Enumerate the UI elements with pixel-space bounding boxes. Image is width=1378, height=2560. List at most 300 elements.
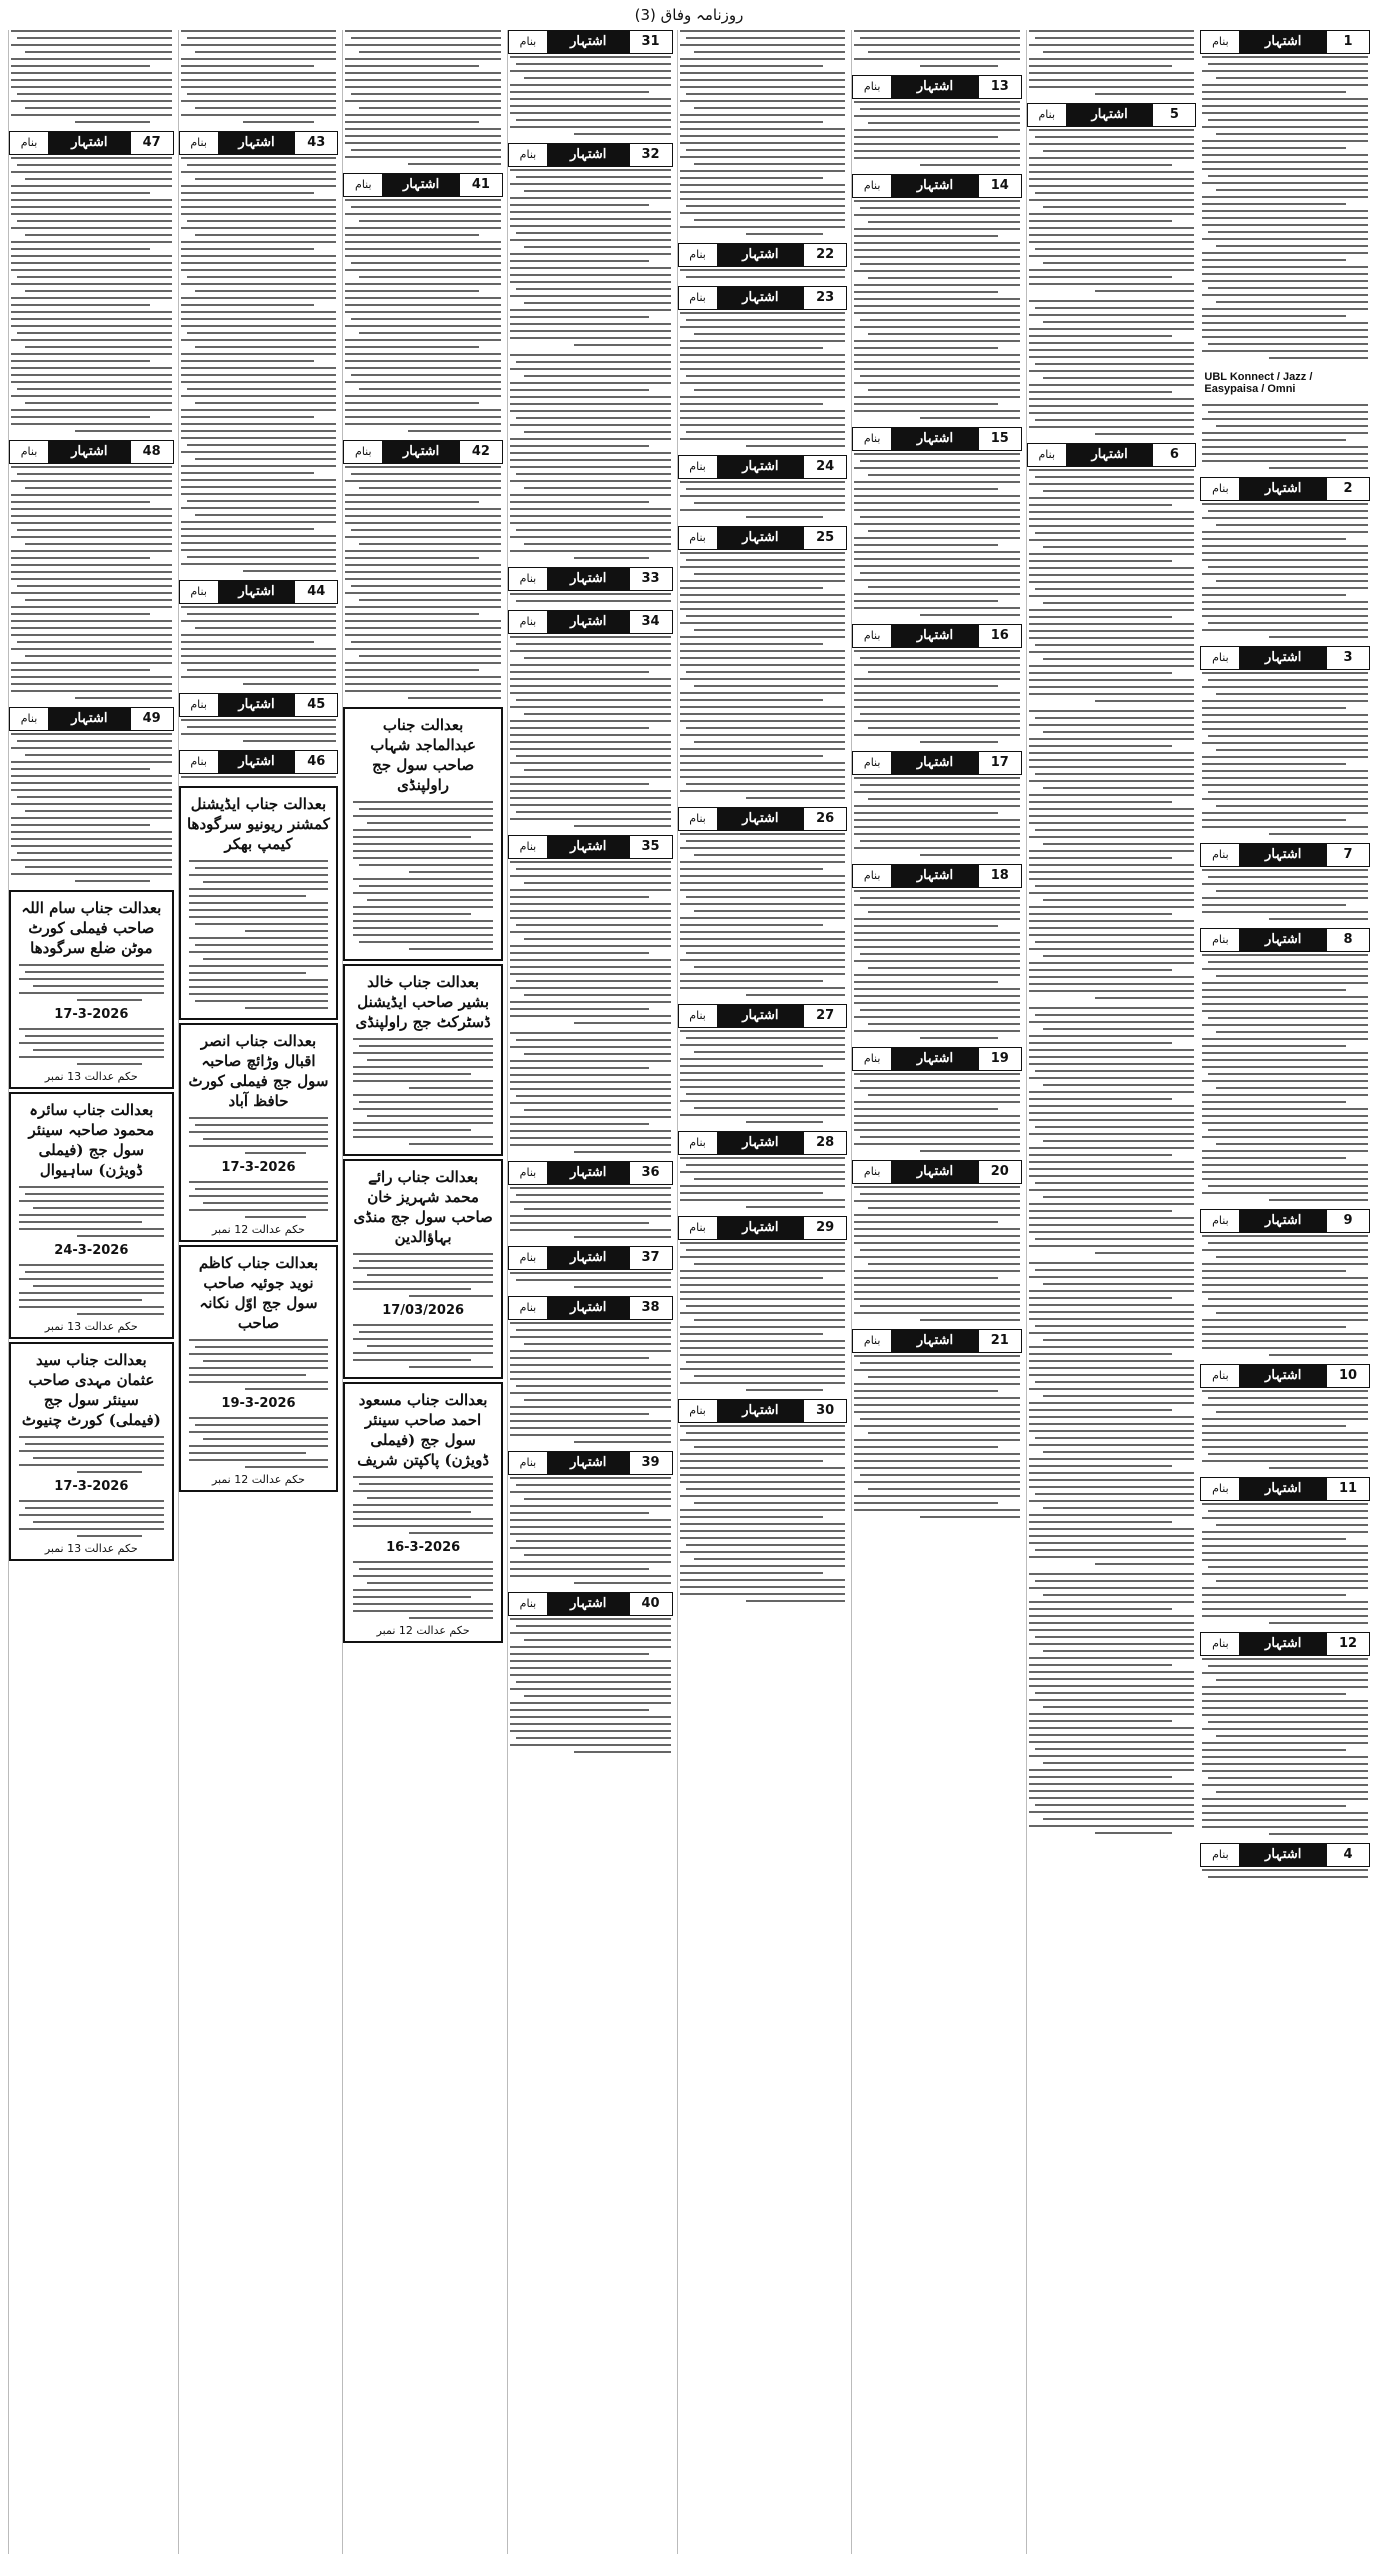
ad-header <box>852 1160 1022 1184</box>
article-text <box>1027 1573 1197 1839</box>
text-line <box>359 1260 493 1262</box>
text-line <box>1202 98 1368 100</box>
text-line <box>1202 784 1368 786</box>
text-line <box>11 859 172 861</box>
page-column <box>507 30 673 2554</box>
text-line <box>189 1459 329 1461</box>
ad-label: اشتہار <box>548 1247 629 1269</box>
ad-header <box>1200 928 1370 952</box>
text-line <box>694 163 846 165</box>
text-line <box>181 325 337 327</box>
text-line <box>1095 700 1194 702</box>
text-line <box>1029 710 1195 712</box>
text-line <box>1043 1395 1195 1397</box>
text-line <box>345 325 501 327</box>
text-line <box>181 318 337 320</box>
text-line <box>11 262 172 264</box>
text-line <box>510 1477 671 1479</box>
text-line <box>77 1313 164 1315</box>
text-line <box>1216 1312 1368 1314</box>
text-line <box>409 871 493 873</box>
text-line <box>1029 335 1173 337</box>
text-line <box>345 199 501 201</box>
text-line <box>694 1446 846 1448</box>
text-line <box>243 740 336 742</box>
text-line <box>1029 1755 1195 1757</box>
text-line <box>1202 1587 1368 1589</box>
ad-header <box>678 1004 848 1028</box>
text-line <box>1029 283 1195 285</box>
text-line <box>680 1467 846 1469</box>
ad-block <box>852 864 1022 1044</box>
text-line <box>854 1101 1020 1103</box>
text-line <box>854 791 1020 793</box>
text-line <box>345 501 479 503</box>
ad-number: 21 <box>978 1330 1021 1352</box>
text-line <box>680 361 846 363</box>
text-line <box>1043 731 1195 733</box>
text-line <box>1029 405 1195 407</box>
text-line <box>860 1474 1020 1476</box>
text-line <box>1029 1147 1195 1149</box>
text-line <box>11 466 172 468</box>
text-line <box>680 269 846 271</box>
text-line <box>1029 1776 1173 1778</box>
text-line <box>11 367 172 369</box>
text-line <box>510 1667 671 1669</box>
text-line <box>351 318 501 320</box>
text-lines <box>17 1028 166 1065</box>
text-line <box>854 382 1020 384</box>
text-line <box>1029 1276 1195 1278</box>
text-line <box>11 690 172 692</box>
text-line <box>920 854 1019 856</box>
text-line <box>686 1093 846 1095</box>
text-line <box>367 1345 493 1347</box>
text-line <box>510 1081 671 1083</box>
text-line <box>854 1460 1020 1462</box>
text-line <box>1202 1672 1368 1674</box>
text-line <box>680 1453 846 1455</box>
text-line <box>510 274 671 276</box>
text-lines <box>852 101 1022 166</box>
ad-header <box>1200 1364 1370 1388</box>
text-line <box>510 494 671 496</box>
ad-block <box>852 751 1022 861</box>
text-line <box>195 402 337 404</box>
text-line <box>854 1453 1020 1455</box>
court-notice-title: بعدالت جناب انصر اقبال وڑائچ صاحبہ سول جج فیملی کورٹ حافظ آباد <box>188 1032 329 1110</box>
text-line <box>510 337 671 339</box>
text-line <box>860 897 1020 899</box>
text-line <box>746 1389 823 1391</box>
text-line <box>516 288 671 290</box>
text-line <box>1202 280 1368 282</box>
text-line <box>1202 1270 1346 1272</box>
text-line <box>694 685 846 687</box>
text-line <box>1202 517 1368 519</box>
ad-header <box>678 807 848 831</box>
text-line <box>516 600 671 602</box>
text-line <box>1029 630 1195 632</box>
text-line <box>516 473 671 475</box>
text-line <box>694 1051 846 1053</box>
text-line <box>694 389 846 391</box>
text-line <box>854 347 998 349</box>
text-line <box>1202 446 1368 448</box>
text-line <box>920 741 997 743</box>
ad-number: 13 <box>978 76 1021 98</box>
text-line <box>351 206 501 208</box>
text-line <box>181 367 337 369</box>
ad-number: 46 <box>294 751 337 773</box>
text-line <box>359 332 501 334</box>
text-line <box>1202 1157 1346 1159</box>
text-lines <box>1027 300 1197 435</box>
ad-header <box>852 174 1022 198</box>
text-line <box>408 430 501 432</box>
text-line <box>510 354 671 356</box>
text-line <box>686 840 846 842</box>
text-line <box>1029 44 1195 46</box>
text-lines <box>1027 710 1197 999</box>
text-line <box>510 536 671 538</box>
text-line <box>686 37 846 39</box>
text-line <box>1202 1390 1368 1392</box>
text-line <box>345 480 501 482</box>
text-line <box>359 599 501 601</box>
text-line <box>1029 990 1195 992</box>
ad-block <box>508 30 673 140</box>
text-line <box>510 253 671 255</box>
text-line <box>510 1434 671 1436</box>
text-line <box>680 882 846 884</box>
text-line <box>1202 1538 1346 1540</box>
text-line <box>680 1523 846 1525</box>
text-line <box>245 1007 329 1009</box>
text-lines <box>179 30 339 123</box>
text-line <box>510 1413 649 1415</box>
text-line <box>345 121 479 123</box>
text-line <box>359 543 501 545</box>
text-line <box>345 30 501 32</box>
text-line <box>1029 745 1173 747</box>
text-line <box>11 536 172 538</box>
text-line <box>510 1001 671 1003</box>
text-line <box>11 318 172 320</box>
text-line <box>1043 1762 1195 1764</box>
text-line <box>746 797 845 799</box>
text-line <box>1029 525 1195 527</box>
text-line <box>345 536 501 538</box>
text-line <box>854 558 1020 560</box>
text-lines <box>1027 30 1197 95</box>
text-line <box>353 1080 493 1082</box>
text-line <box>510 973 671 975</box>
text-line <box>1216 975 1368 977</box>
text-lines <box>1200 404 1370 469</box>
text-line <box>11 620 172 622</box>
text-line <box>195 1346 329 1348</box>
text-line <box>1029 738 1195 740</box>
ad-block <box>678 1131 848 1213</box>
text-line <box>1035 1182 1195 1184</box>
text-line <box>345 339 501 341</box>
ad-header <box>508 567 673 591</box>
text-line <box>746 233 823 235</box>
text-line <box>1202 1080 1368 1082</box>
text-line <box>1269 833 1368 835</box>
article-text <box>508 354 673 564</box>
text-line <box>920 1516 1019 1518</box>
text-line <box>1043 899 1195 901</box>
text-line <box>11 206 172 208</box>
text-line <box>680 1157 846 1159</box>
text-line <box>1029 1720 1173 1722</box>
text-line <box>1208 1397 1368 1399</box>
text-line <box>686 1361 846 1363</box>
text-line <box>510 748 671 750</box>
text-line <box>680 438 846 440</box>
text-line <box>510 1088 671 1090</box>
text-line <box>1202 1531 1368 1533</box>
ad-block <box>852 1047 1022 1157</box>
text-line <box>359 1483 493 1485</box>
text-line <box>195 107 337 109</box>
text-line <box>510 1272 671 1274</box>
text-line <box>1202 1404 1368 1406</box>
text-line <box>353 1324 493 1326</box>
ad-number: 15 <box>978 428 1021 450</box>
text-line <box>510 56 671 58</box>
ad-header <box>179 580 339 604</box>
text-line <box>680 396 846 398</box>
text-line <box>524 1695 671 1697</box>
text-line <box>189 1117 329 1119</box>
text-line <box>746 994 845 996</box>
text-line <box>1202 1066 1368 1068</box>
text-lines <box>852 200 1022 419</box>
text-line <box>854 1383 1020 1385</box>
text-line <box>1202 714 1368 716</box>
text-line <box>353 850 493 852</box>
text-line <box>11 381 172 383</box>
ad-label: اشتہار <box>892 1048 978 1070</box>
text-line <box>510 917 671 919</box>
text-line <box>510 459 671 461</box>
text-line <box>1202 1418 1368 1420</box>
text-line <box>510 678 671 680</box>
text-line <box>1202 728 1368 730</box>
ad-tag: بنام <box>1201 844 1240 866</box>
text-line <box>854 565 1020 567</box>
text-line <box>854 1073 1020 1075</box>
text-line <box>680 170 846 172</box>
text-line <box>680 1256 846 1258</box>
text-line <box>510 1222 649 1224</box>
ad-label: اشتہار <box>548 144 629 166</box>
text-line <box>75 880 149 882</box>
ad-number: 24 <box>803 456 846 478</box>
text-line <box>524 1639 671 1641</box>
text-line <box>17 332 172 334</box>
text-lines <box>678 1030 848 1123</box>
text-line <box>510 508 671 510</box>
text-line <box>854 1284 1020 1286</box>
text-line <box>516 980 671 982</box>
article-text <box>678 30 848 240</box>
text-line <box>510 368 671 370</box>
text-line <box>1202 1192 1368 1194</box>
text-line <box>1202 742 1368 744</box>
ad-header <box>852 864 1022 888</box>
text-line <box>686 1544 846 1546</box>
court-notice-title: بعدالت جناب عبدالماجد شہاب صاحب سول جج راولپنڈی <box>370 716 476 794</box>
ad-tag: بنام <box>853 175 892 197</box>
text-line <box>189 1353 329 1355</box>
text-line <box>510 316 649 318</box>
text-line <box>19 1186 164 1188</box>
text-line <box>1202 531 1368 533</box>
text-line <box>11 817 172 819</box>
text-lines <box>351 1038 495 1089</box>
text-line <box>345 613 479 615</box>
text-line <box>203 1360 329 1362</box>
text-line <box>17 740 172 742</box>
text-line <box>1029 672 1173 674</box>
ad-block <box>508 567 673 607</box>
text-line <box>11 227 172 229</box>
ad-tag: بنام <box>180 581 219 603</box>
text-line <box>854 650 1020 652</box>
court-notice-date: 19-3-2026 <box>221 1396 296 1411</box>
text-line <box>854 403 998 405</box>
text-line <box>686 1037 846 1039</box>
text-line <box>1202 770 1368 772</box>
text-line <box>854 1425 1020 1427</box>
text-line <box>1029 574 1195 576</box>
text-line <box>1029 483 1195 485</box>
text-line <box>181 262 337 264</box>
text-line <box>181 662 337 664</box>
text-line <box>1029 1189 1195 1191</box>
text-line <box>1202 105 1368 107</box>
text-line <box>854 1221 998 1223</box>
text-lines <box>17 1436 166 1473</box>
text-line <box>680 580 846 582</box>
ad-header <box>852 751 1022 775</box>
text-line <box>510 1547 671 1549</box>
text-lines <box>508 1187 673 1238</box>
text-line <box>351 641 501 643</box>
text-line <box>189 902 329 904</box>
text-line <box>854 960 1020 962</box>
text-line <box>920 417 1019 419</box>
text-line <box>680 58 846 60</box>
text-lines <box>852 453 1022 616</box>
text-line <box>181 227 337 229</box>
text-line <box>510 593 671 595</box>
text-line <box>680 699 824 701</box>
text-line <box>1029 1727 1195 1729</box>
court-notice-date: 16-3-2026 <box>386 1540 461 1555</box>
text-line <box>243 683 336 685</box>
text-line <box>920 164 1019 166</box>
text-line <box>694 629 846 631</box>
text-lines <box>187 1181 331 1218</box>
text-line <box>680 177 824 179</box>
text-line <box>345 114 501 116</box>
ad-number: 45 <box>294 694 337 716</box>
text-line <box>516 643 671 645</box>
text-line <box>345 409 501 411</box>
text-line <box>680 368 846 370</box>
text-line <box>353 829 493 831</box>
text-line <box>1029 328 1195 330</box>
text-line <box>1035 37 1195 39</box>
text-line <box>680 86 846 88</box>
text-line <box>345 283 501 285</box>
text-line <box>1029 892 1195 894</box>
text-line <box>510 1568 649 1570</box>
text-line <box>1029 724 1195 726</box>
ad-label: اشتہار <box>892 175 978 197</box>
text-line <box>1208 287 1368 289</box>
text-line <box>1029 1699 1195 1701</box>
article-text <box>1027 1262 1197 1570</box>
text-line <box>245 930 329 932</box>
text-line <box>187 37 337 39</box>
ad-label: اشتہار <box>548 1452 629 1474</box>
text-line <box>854 1235 1020 1237</box>
text-line <box>359 388 501 390</box>
text-line <box>510 1512 649 1514</box>
text-line <box>1202 1178 1368 1180</box>
text-line <box>17 37 172 39</box>
text-line <box>1202 315 1346 317</box>
ad-number: 12 <box>1326 1633 1369 1655</box>
text-line <box>33 1285 164 1287</box>
ad-tag: بنام <box>853 428 892 450</box>
ad-header <box>1200 1209 1370 1233</box>
text-line <box>1029 1409 1173 1411</box>
text-line <box>1095 290 1194 292</box>
text-line <box>1029 129 1195 131</box>
text-line <box>694 1263 846 1265</box>
text-line <box>1029 808 1195 810</box>
text-line <box>409 1143 493 1145</box>
court-notice-title: بعدالت جناب رائے محمد شہریز خان صاحب سول جج منڈی بہاؤالدین <box>353 1168 493 1246</box>
text-line <box>516 1194 671 1196</box>
text-line <box>187 220 337 222</box>
ad-header <box>508 30 673 54</box>
ad-block <box>179 693 339 747</box>
text-line <box>854 1495 1020 1497</box>
text-line <box>680 924 824 926</box>
text-line <box>868 1207 1020 1209</box>
text-line <box>353 1267 493 1269</box>
text-line <box>680 1565 846 1567</box>
text-line <box>1035 717 1195 719</box>
text-line <box>680 1495 846 1497</box>
text-line <box>181 311 337 313</box>
text-line <box>694 966 846 968</box>
text-line <box>17 473 172 475</box>
text-line <box>19 1514 164 1516</box>
text-line <box>1202 1503 1368 1505</box>
ad-label: اشتہار <box>892 625 978 647</box>
text-line <box>510 1646 671 1648</box>
